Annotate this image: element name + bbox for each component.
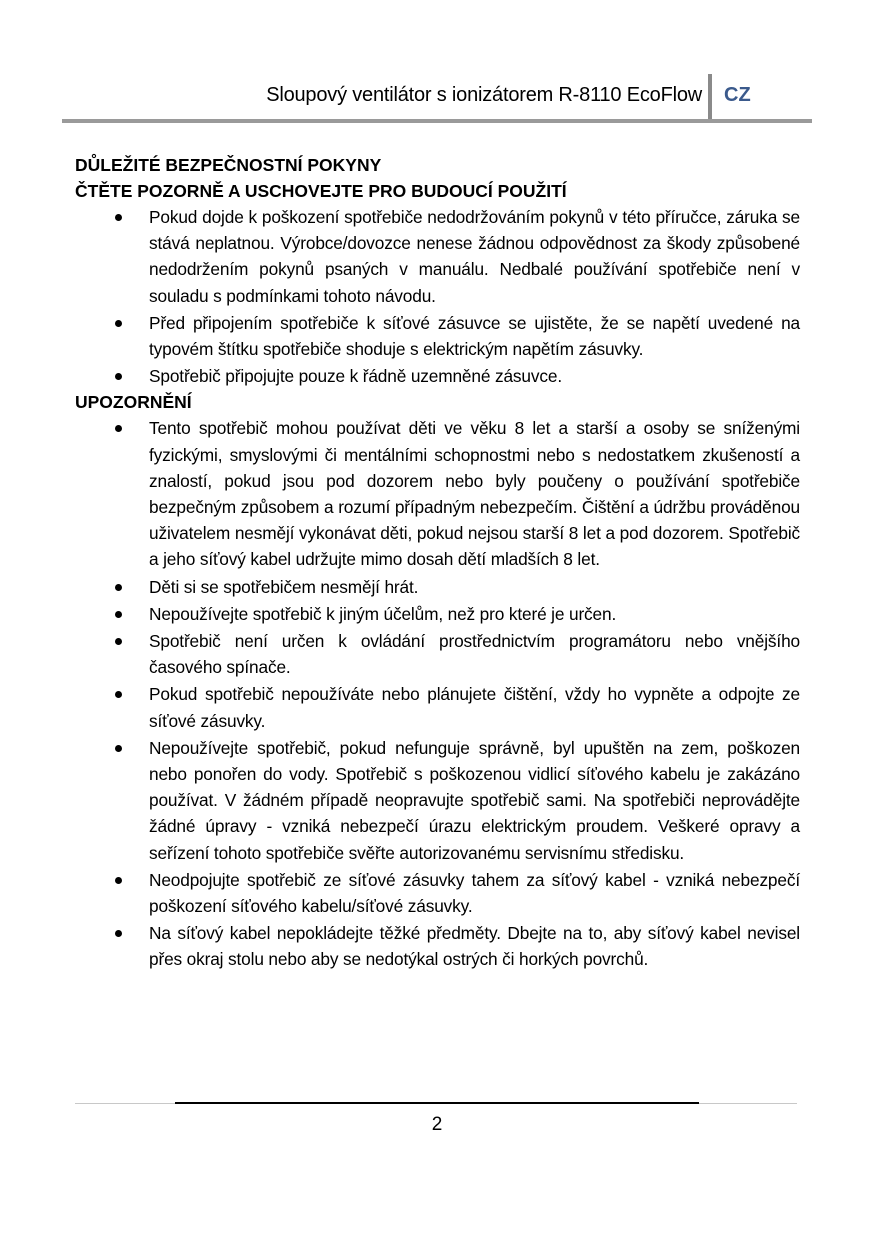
list-item [75, 601, 800, 627]
list-item-text: Neodpojujte spotřebič ze síťové zásuvky tahem za síťový kabel - vzniká nebezpečí poškození síťového kabelu/síťové zásuvky. [149, 869, 800, 917]
bullet-icon [115, 373, 122, 380]
header-divider [708, 74, 712, 122]
bullet-icon [115, 930, 122, 937]
page-number: 2 [431, 1114, 443, 1135]
list-item [75, 310, 800, 362]
list-item-text: Spotřebič není určen k ovládání prostřednictvím programátoru nebo vnějšího časového spínače. [149, 631, 800, 678]
safety-subheading: ČTĚTE POZORNĚ A USCHOVEJTE PRO BUDOUCÍ POUŽITÍ [75, 181, 567, 201]
list-item-text: Děti si se spotřebičem nesmějí hrát. [149, 576, 419, 597]
safety-list [75, 204, 800, 389]
list-item-text: Spotřebič připojujte pouze k řádně uzemněné zásuvce. [149, 366, 562, 387]
bullet-icon [115, 320, 122, 327]
list-item-text: Před připojením spotřebiče k síťové zásuvce se ujistěte, že se napětí uvedené na typovém štítku spotřebiče shoduje s elektrickým napětím zásuvky. [149, 312, 800, 360]
language-code: CZ [724, 84, 751, 106]
bullet-icon [115, 745, 122, 752]
list-item [75, 735, 800, 866]
page-header [62, 74, 812, 122]
document-body [75, 152, 800, 973]
bullet-icon [115, 638, 122, 645]
warning-list [75, 415, 800, 972]
list-item [75, 204, 800, 309]
bullet-icon [115, 584, 122, 591]
header-title: Sloupový ventilátor s ionizátorem R-8110 EcoFlow [266, 84, 702, 106]
list-item [75, 681, 800, 733]
list-item [75, 363, 800, 389]
list-item-text: Pokud spotřebič nepoužíváte nebo plánujete čištění, vždy ho vypněte a odpojte ze síťové zásuvky. [149, 684, 800, 731]
bullet-icon [115, 877, 122, 884]
list-item [75, 415, 800, 572]
list-item [75, 574, 800, 600]
list-item-text: Nepoužívejte spotřebič, pokud nefunguje správně, byl upuštěn na zem, poškozen nebo ponořen do vody. Spotřebič s poškozenou vidlicí síťového kabelu je zakázáno používat. V žádném případě neopravujte spotřebič sami. Na spotřebiči neprovádějte žádné úpravy - vzniká nebezpečí úrazu elektrickým proudem. Veškeré opravy a seřízení tohoto spotřebiče svěřte autorizovanému servisnímu středisku. [149, 737, 800, 863]
list-item-text: Pokud dojde k poškození spotřebiče nedodržováním pokynů v této příručce, záruka se stává neplatnou. Výrobce/dovozce nenese žádnou odpovědnost za škody způsobené nedodržením pokynů psaných v manuálu. Nedbalé používání spotřebiče není v souladu s podmínkami tohoto návodu. [149, 207, 800, 306]
header-rule [62, 119, 812, 123]
bullet-icon [115, 214, 122, 221]
list-item-text: Nepoužívejte spotřebič k jiným účelům, než pro které je určen. [149, 603, 617, 624]
list-item [75, 867, 800, 919]
list-item-text: Tento spotřebič mohou používat děti ve věku 8 let a starší a osoby se sníženými fyzickými, smyslovými či mentálními schopnostmi nebo s nedostatkem zkušeností a znalostí, pokud jsou pod dozorem nebo byly poučeny o používání spotřebiče bezpečným způsobem a rozumí případným nebezpečím. Čištění a údržbu prováděnou uživatelem nesmějí vykonávat děti, pokud nejsou starší 8 let a pod dozorem. Spotřebič a jeho síťový kabel udržujte mimo dosah dětí mladších 8 let. [149, 418, 800, 570]
warning-heading: UPOZORNĚNÍ [75, 392, 192, 413]
bullet-icon [115, 691, 122, 698]
list-item [75, 920, 800, 972]
list-item [75, 628, 800, 680]
bullet-icon [115, 425, 122, 432]
bullet-icon [115, 611, 122, 618]
footer-rule-accent [175, 1102, 699, 1104]
list-item-text: Na síťový kabel nepokládejte těžké předměty. Dbejte na to, aby síťový kabel nevisel přes okraj stolu nebo aby se nedotýkal ostrých či horkých povrchů. [149, 923, 800, 970]
safety-heading: DŮLEŽITÉ BEZPEČNOSTNÍ POKYNY [75, 155, 382, 175]
